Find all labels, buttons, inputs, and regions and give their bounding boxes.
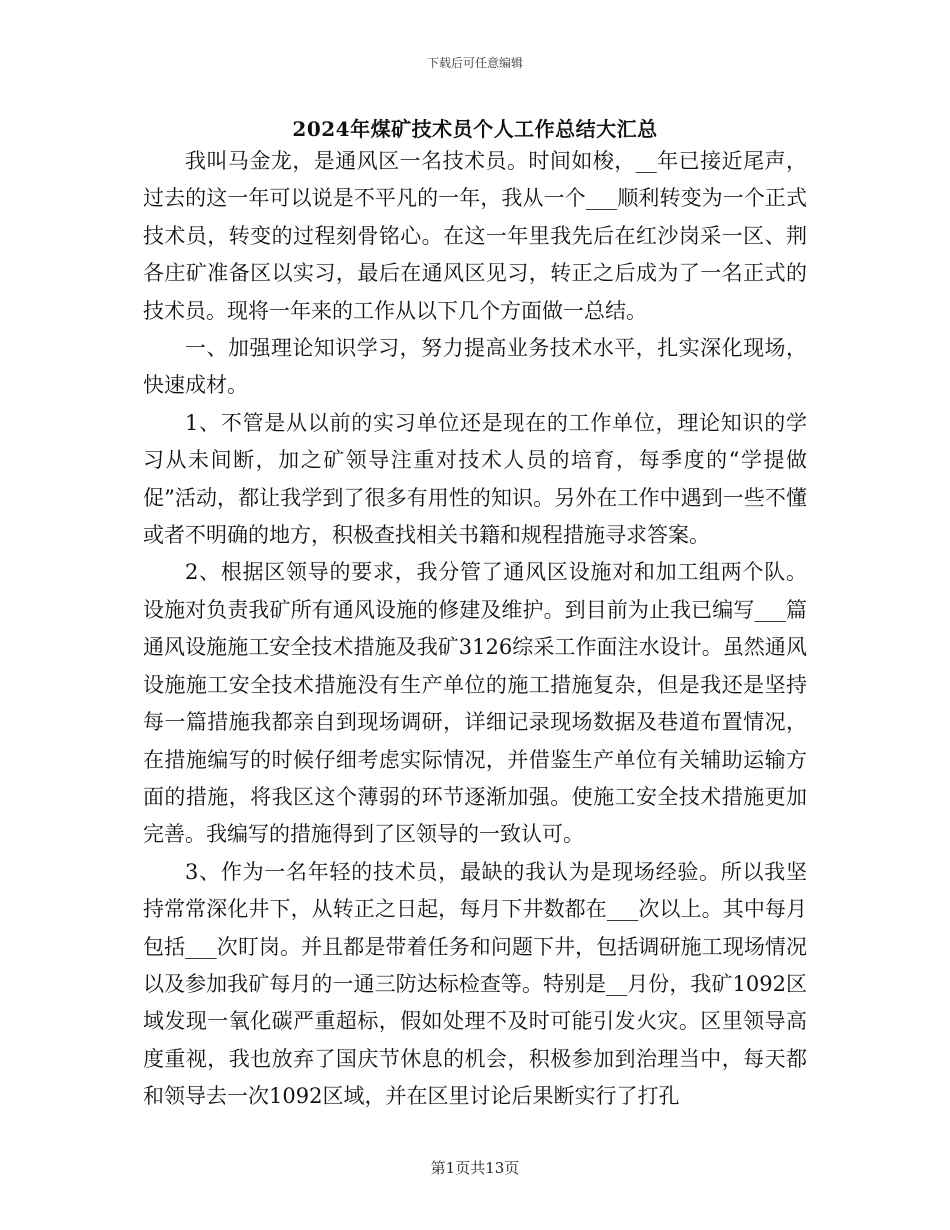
document-title: 2024年煤矿技术员个人工作总结大汇总	[292, 117, 658, 141]
paragraph-5: 3、作为一名年轻的技术员，最缺的我认为是现场经验。所以我坚持常常深化井下，从转正之日起，每月下井数都在___次以上。其中每月包括___次盯岗。并且都是带着任务和问题下井，包括调研施工现场情况以及参加我矿每月的一通三防达标检查等。特别是__月份，我矿1092区域发现一氧化碳严重超标，假如处理不及时可能引发火灾。区里领导高度重视，我也放弃了国庆节休息的机会，积极参加到治理当中，每天都和领导去一次1092区域，并在区里讨论后果断实行了打孔	[143, 859, 807, 1109]
paragraph-1: 我叫马金龙，是通风区一名技术员。时间如梭，__年已接近尾声，过去的这一年可以说是不平凡的一年，我从一个___顺利转变为一个正式技术员，转变的过程刻骨铭心。在这一年里我先后在红沙岗采一区、荆各庄矿准备区以实习，最后在通风区见习，转正之后成为了一名正式的技术员。现将一年来的工作从以下几个方面做一总结。	[143, 149, 807, 323]
paragraph-3: 1、不管是从以前的实习单位还是现在的工作单位，理论知识的学习从未间断，加之矿领导注重对技术人员的培育，每季度的“学提做促”活动，都让我学到了很多有用性的知识。另外在工作中遇到一些不懂或者不明确的地方，积极查找相关书籍和规程措施寻求答案。	[143, 410, 807, 548]
page-footer: 第1页共13页	[430, 1159, 520, 1177]
document-body	[143, 143, 807, 1116]
header-note: 下载后可任意编辑	[426, 56, 523, 70]
paragraph-4: 2、根据区领导的要求，我分管了通风区设施对和加工组两个队。设施对负责我矿所有通风设施的修建及维护。到目前为止我已编写___篇通风设施施工安全技术措施及我矿3126综采工作面注水设计。虽然通风设施施工安全技术措施没有生产单位的施工措施复杂，但是我还是坚持每一篇措施我都亲自到现场调研，详细记录现场数据及巷道布置情况，在措施编写的时候仔细考虑实际情况，并借鉴生产单位有关辅助运输方面的措施，将我区这个薄弱的环节逐渐加强。使施工安全技术措施更加完善。我编写的措施得到了区领导的一致认可。	[143, 560, 807, 847]
paragraph-2: 一、加强理论知识学习，努力提高业务技术水平，扎实深化现场，快速成材。	[143, 336, 807, 398]
